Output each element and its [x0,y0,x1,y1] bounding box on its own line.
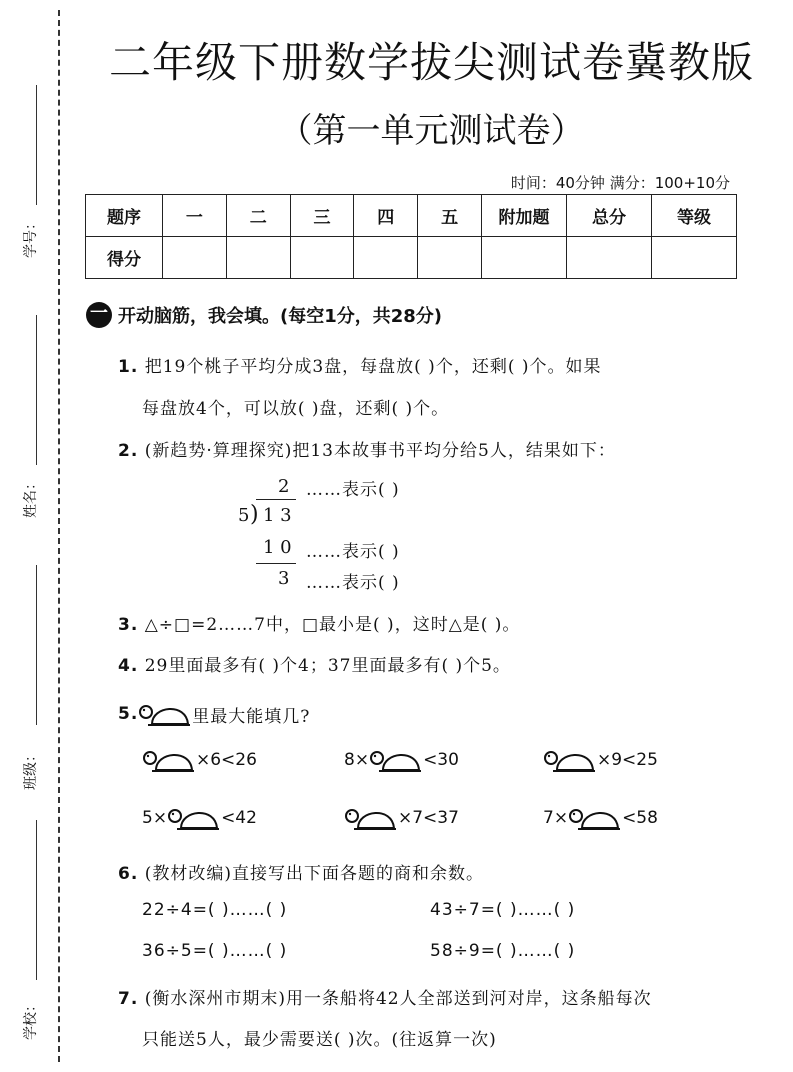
division-quotient: 2 [278,476,290,497]
question-7 [118,984,652,1009]
question-3 [118,610,520,635]
division-product: 1 0 [263,537,292,558]
remainder-meaning: ……表示( ) [306,573,400,593]
question-text: △÷□=2……7中，□最小是( )，这时△是( )。 [144,615,521,635]
score-cell[interactable] [418,237,482,279]
turtle-inequality [142,744,257,776]
score-header-cell: 二 [226,195,290,237]
student-id-label: 学号： [23,216,39,258]
turtle-inequality [543,802,658,834]
turtle-icon [369,744,423,776]
inequality-suffix: ×9<25 [597,750,658,770]
page-title: 二年级下册数学拔尖测试卷冀教版 [108,38,754,87]
turtle-inequality [142,802,257,834]
question-number: 4. [118,656,139,676]
question-1 [118,352,602,377]
score-header-cell: 附加题 [482,195,567,237]
score-header-cell: 三 [290,195,354,237]
question-number: 6. [118,864,139,884]
division-divisor: 5 [238,505,250,526]
division-subtract-line [256,563,296,564]
score-row-label: 得分 [86,237,163,279]
turtle-inequality [344,744,459,776]
inequality-suffix: ×7<37 [398,808,459,828]
inequality-prefix: 8× [344,750,370,770]
question-text: 里最大能填几? [192,706,311,727]
question-7-continued [142,1025,497,1050]
division-exercise: 22÷4=( )……( ) [142,900,288,920]
score-cell[interactable] [482,237,567,279]
question-4 [118,651,511,676]
inequality-suffix: ×6<26 [196,750,257,770]
division-remainder: 3 [278,568,290,589]
score-header-cell: 五 [418,195,482,237]
question-text: (衡水深州市期末)用一条船将42人全部送到河对岸，这条船每次 [144,989,652,1009]
score-header-row [86,195,737,237]
question-2 [118,436,616,461]
question-number: 1. [118,357,139,377]
turtle-inequality [543,744,658,776]
turtle-inequality [344,802,459,834]
turtle-icon [568,802,622,834]
score-table [85,194,737,279]
section-number-badge: 一 [86,302,112,328]
question-text: 29里面最多有( )个4；37里面最多有( )个5。 [144,656,511,676]
question-text: 只能送5人，最少需要送( )次。(往返算一次) [142,1030,497,1050]
inequality-suffix: <42 [221,808,257,828]
score-cell[interactable] [652,237,737,279]
question-number: 3. [118,615,139,635]
division-exercise: 43÷7=( )……( ) [430,900,576,920]
division-exercise: 58÷9=( )……( ) [430,941,576,961]
division-bar [256,499,296,500]
question-1-continued [142,394,449,419]
turtle-icon [543,744,597,776]
score-cell[interactable] [163,237,227,279]
division-exercise: 36÷5=( )……( ) [142,941,288,961]
score-header-cell: 等级 [652,195,737,237]
section-title: 开动脑筋，我会填。(每空1分，共28分) [118,306,443,327]
score-header-cell: 四 [354,195,418,237]
turtle-icon [344,802,398,834]
score-value-row [86,237,737,279]
section-heading [86,302,442,328]
division-bracket: ) [250,502,259,527]
page-subtitle: （第一单元测试卷） [278,111,585,151]
school-line [36,820,37,980]
question-text: (新趋势·算理探究)把13本故事书平均分给5人，结果如下： [144,441,616,461]
turtle-icon [142,744,196,776]
question-text: (教材改编)直接写出下面各题的商和余数。 [144,864,484,884]
score-header-cell: 题序 [86,195,163,237]
class-line [36,565,37,725]
score-cell[interactable] [290,237,354,279]
score-cell[interactable] [354,237,418,279]
quotient-meaning: ……表示( ) [306,480,400,500]
name-line [36,315,37,465]
inequality-suffix: <30 [423,750,459,770]
question-number: 2. [118,441,139,461]
division-dividend: 1 3 [263,505,292,526]
product-meaning: ……表示( ) [306,542,400,562]
exam-meta: 时间：40分钟 满分：100+10分 [510,174,730,192]
question-text: 把19个桃子平均分成3盘，每盘放( )个，还剩( )个。如果 [144,357,602,377]
binding-dashed-line [58,10,60,1062]
question-number: 5. [118,704,139,724]
question-text: 每盘放4个，可以放( )盘，还剩( )个。 [142,399,450,419]
score-header-cell: 一 [163,195,227,237]
student-id-line [36,85,37,205]
question-6 [118,859,484,884]
school-label: 学校： [23,998,39,1040]
turtle-icon [167,802,221,834]
question-number: 7. [118,989,139,1009]
inequality-prefix: 5× [142,808,168,828]
question-5 [118,698,310,730]
inequality-suffix: <58 [622,808,658,828]
score-header-cell: 总分 [567,195,652,237]
turtle-icon [138,698,192,730]
class-label: 班级： [23,748,39,790]
score-cell[interactable] [226,237,290,279]
name-label: 姓名： [23,476,39,518]
score-cell[interactable] [567,237,652,279]
inequality-prefix: 7× [543,808,569,828]
